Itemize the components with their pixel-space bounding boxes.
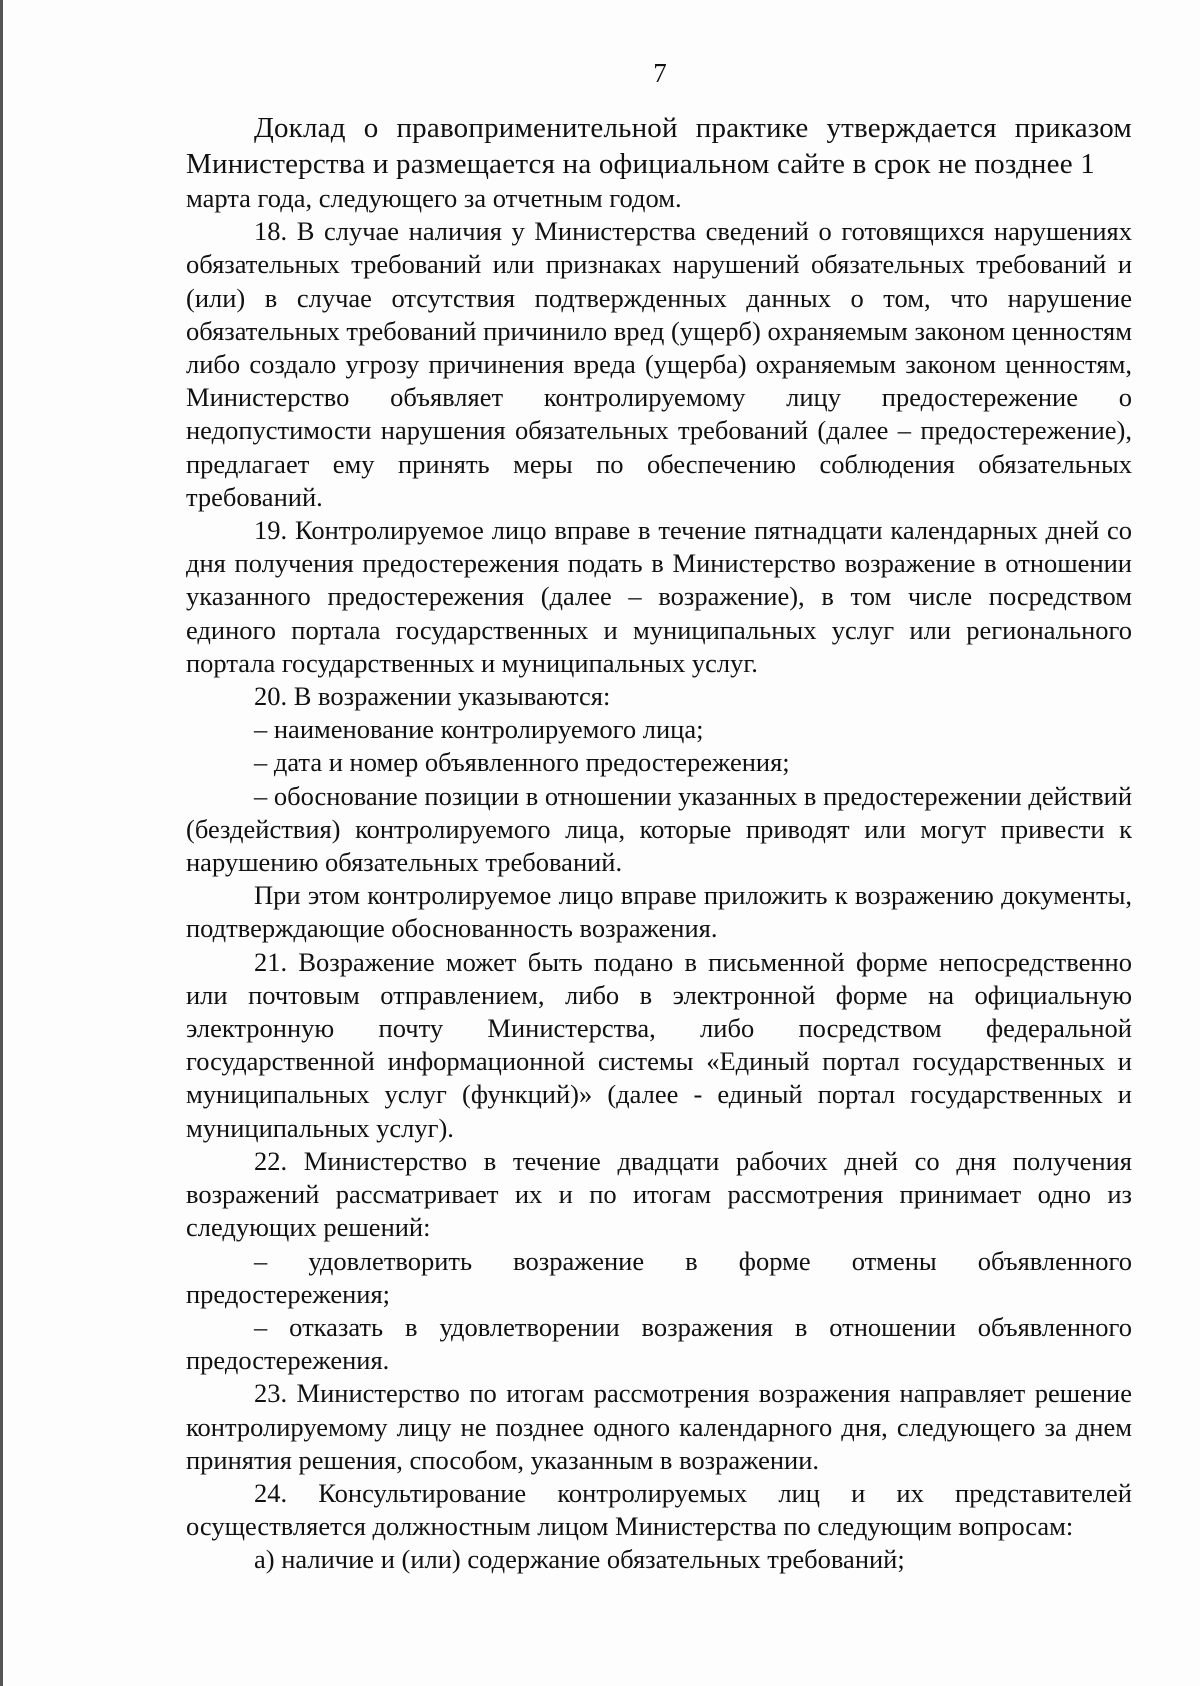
list-item-a: а) наличие и (или) содержание обязательных требований; (254, 1544, 905, 1575)
paragraph-23: 23. Министерство по итогам рассмотрения возражения направляет решение контролируемому лицу не позднее одного календарного дня, следующего за днем принятия решения, способом, указанным в возражении. (186, 1378, 1132, 1475)
paragraph-report-intro: Доклад о правоприменительной практике утверждается приказом Министерства и размещается на официальном сайте в срок не позднее 1 (186, 112, 1132, 180)
paragraph-19: 19. Контролируемое лицо вправе в течение пятнадцати календарных дней со дня получения предостережения подать в Министерство возражение в отношении указанного предостережения (далее – возражение), в том числе посредством единого портала государственных и муниципальных услуг или регионального портала государственных и муниципальных услуг. (186, 515, 1132, 678)
list-item-satisfy: – удовлетворить возражение в форме отмены объявленного предостережения; (186, 1245, 1132, 1309)
list-item-refuse: – отказать в удовлетворении возражения в отношении объявленного предостережения. (186, 1311, 1132, 1376)
page-number: 7 (653, 58, 667, 88)
paragraph-24: 24. Консультирование контролируемых лиц и их представителей осуществляется должностным лицом Министерства по следующим вопросам: (186, 1477, 1132, 1542)
list-item-date: – дата и номер объявленного предостережения; (254, 747, 790, 778)
paragraph-21: 21. Возражение может быть подано в письменной форме непосредственно или почтовым отправлением, либо в электронной форме на официальную электронную почту Министерства, либо посредством федеральной государственной информационной системы «Единый портал государственных и муниципальных услуг (функций)» (далее - единый портал государственных и муниципальных услуг). (186, 946, 1132, 1143)
paragraph-report-deadline: марта года, следующего за отчетным годом. (186, 183, 682, 213)
paragraph-22: 22. Министерство в течение двадцати рабочих дней со дня получения возражений рассматривает их и по итогам рассмотрения принимает одно из следующих решений: (186, 1145, 1132, 1243)
list-item-name: – наименование контролируемого лица; (254, 714, 704, 745)
page-edge (0, 0, 3, 1686)
paragraph-18: 18. В случае наличия у Министерства сведений о готовящихся нарушениях обязательных требований или признаках нарушений обязательных требований и (или) в случае отсутствия подтвержденных данных о том, что нарушение обязательных требований причинило вред (ущерб) охраняемым законом ценностям либо создало угрозу причинения вреда (ущерба) охраняемым законом ценностям, Министерство объявляет контролируемому лицу предостережение о недопустимости нарушения обязательных требований (далее – предостережение), предлагает ему принять меры по обеспечению соблюдения обязательных требований. (186, 216, 1132, 512)
paragraph-attach-documents: При этом контролируемое лицо вправе приложить к возражению документы, подтверждающие обоснованность возражения. (186, 880, 1132, 944)
paragraph-20: 20. В возражении указываются: (254, 681, 611, 712)
document-body (186, 110, 1132, 1577)
list-item-justification: – обоснование позиции в отношении указанных в предостережении действий (бездействия) контролируемого лица, которые приводят или могут привести к нарушению обязательных требований. (186, 780, 1132, 878)
